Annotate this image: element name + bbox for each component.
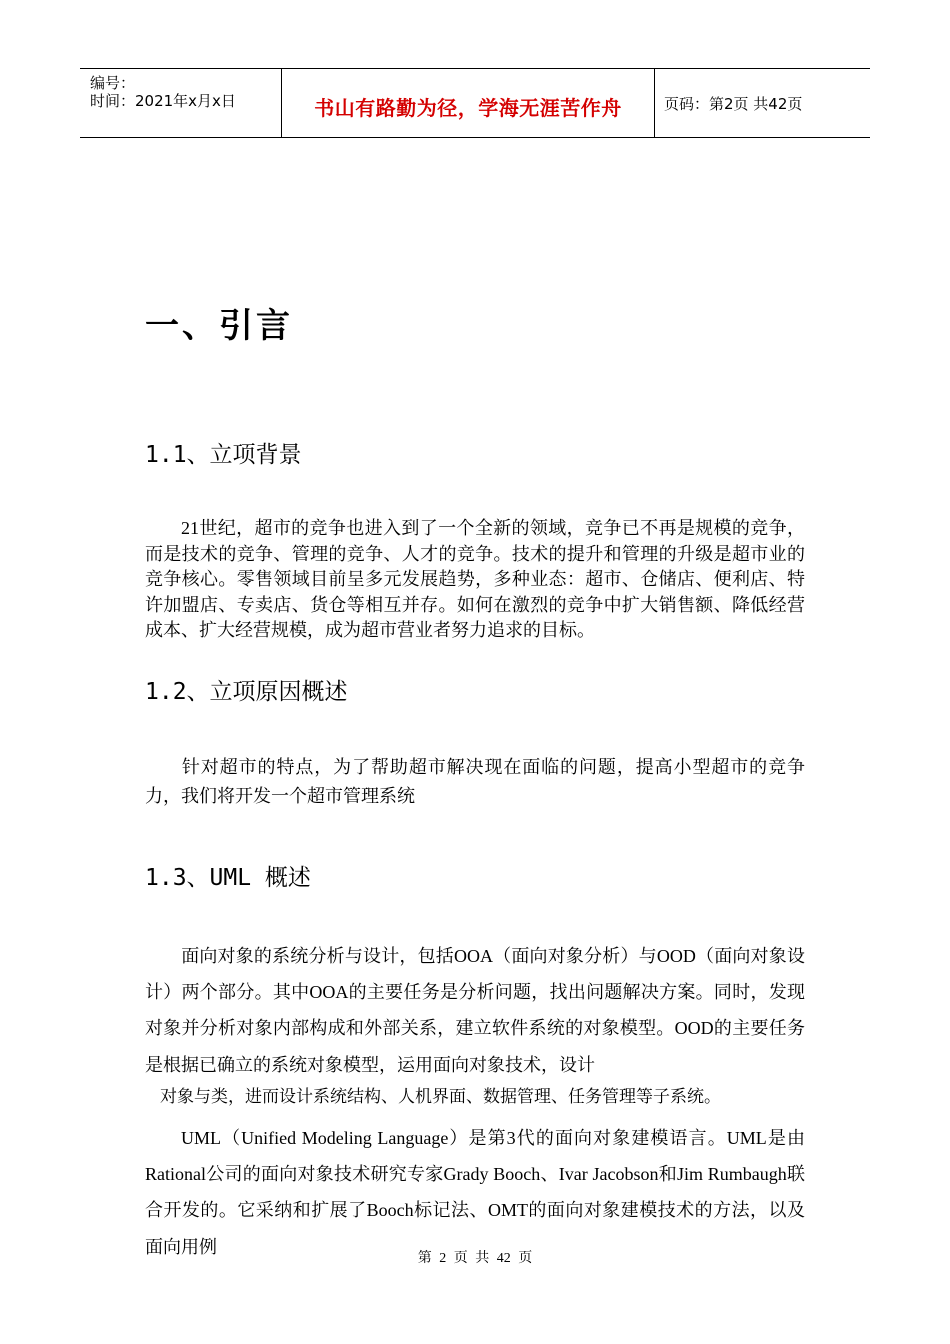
page-footer: 第 2 页 共 42 页 [417, 1251, 533, 1266]
header-motto-cell [281, 69, 655, 137]
section-heading-1-2: 1.2、立项原因概述 [145, 679, 348, 705]
section-paragraph-1-2-text: 针对超市的特点，为了帮助超市解决现在面临的问题，提高小型超市的竞争力，我们将开发一个超市管理系统 [145, 757, 805, 806]
page-header [80, 68, 870, 138]
header-motto: 书山有路勤为径，学海无涯苦作舟 [314, 96, 622, 120]
section-paragraph-1-1 [145, 516, 805, 644]
header-meta [80, 69, 280, 137]
section-paragraph-uml-text: UML（Unified Modeling Language）是第3代的面向对象建模语言。UML是由Rational公司的面向对象技术研究专家Grady Booch、Ivar Jacobson和Jim Rumbaugh联合开发的。它采纳和扩展了Booch标记法、OMT的面向对象建模技术的方法，以及面向用例 [145, 1128, 805, 1257]
header-time-label: 时间：2021年x月x日 [90, 92, 236, 110]
section-paragraph-1-2 [145, 753, 805, 811]
section-paragraph-1-3 [145, 938, 805, 1083]
section-paragraph-1-3-tail: 对象与类，进而设计系统结构、人机界面、数据管理、任务管理等子系统。 [160, 1087, 721, 1106]
section-paragraph-1-3-text: 面向对象的系统分析与设计，包括OOA（面向对象分析）与OOD（面向对象设计）两个部分。其中OOA的主要任务是分析问题，找出问题解决方案。同时，发现对象并分析对象内部构成和外部关系，建立软件系统的对象模型。OOD的主要任务是根据已确立的系统对象模型，运用面向对象技术，设计 [145, 946, 805, 1075]
header-page-info: 页码：第2页 共42页 [664, 95, 803, 113]
chapter-title: 一、引言 [145, 306, 293, 346]
section-paragraph-1-1-text: 21世纪，超市的竞争也进入到了一个全新的领域，竞争已不再是规模的竞争，而是技术的竞争、管理的竞争、人才的竞争。技术的提升和管理的升级是超市业的竞争核心。零售领域目前呈多元发展趋势，多种业态：超市、仓储店、便利店、特许加盟店、专卖店、货仓等相互并存。如何在激烈的竞争中扩大销售额、降低经营成本、扩大经营规模，成为超市营业者努力追求的目标。 [145, 518, 805, 641]
section-heading-1-1: 1.1、立项背景 [145, 442, 302, 468]
section-paragraph-uml [145, 1120, 805, 1265]
section-heading-1-3: 1.3、UML 概述 [145, 865, 311, 891]
header-number-label: 编号： [90, 74, 136, 92]
